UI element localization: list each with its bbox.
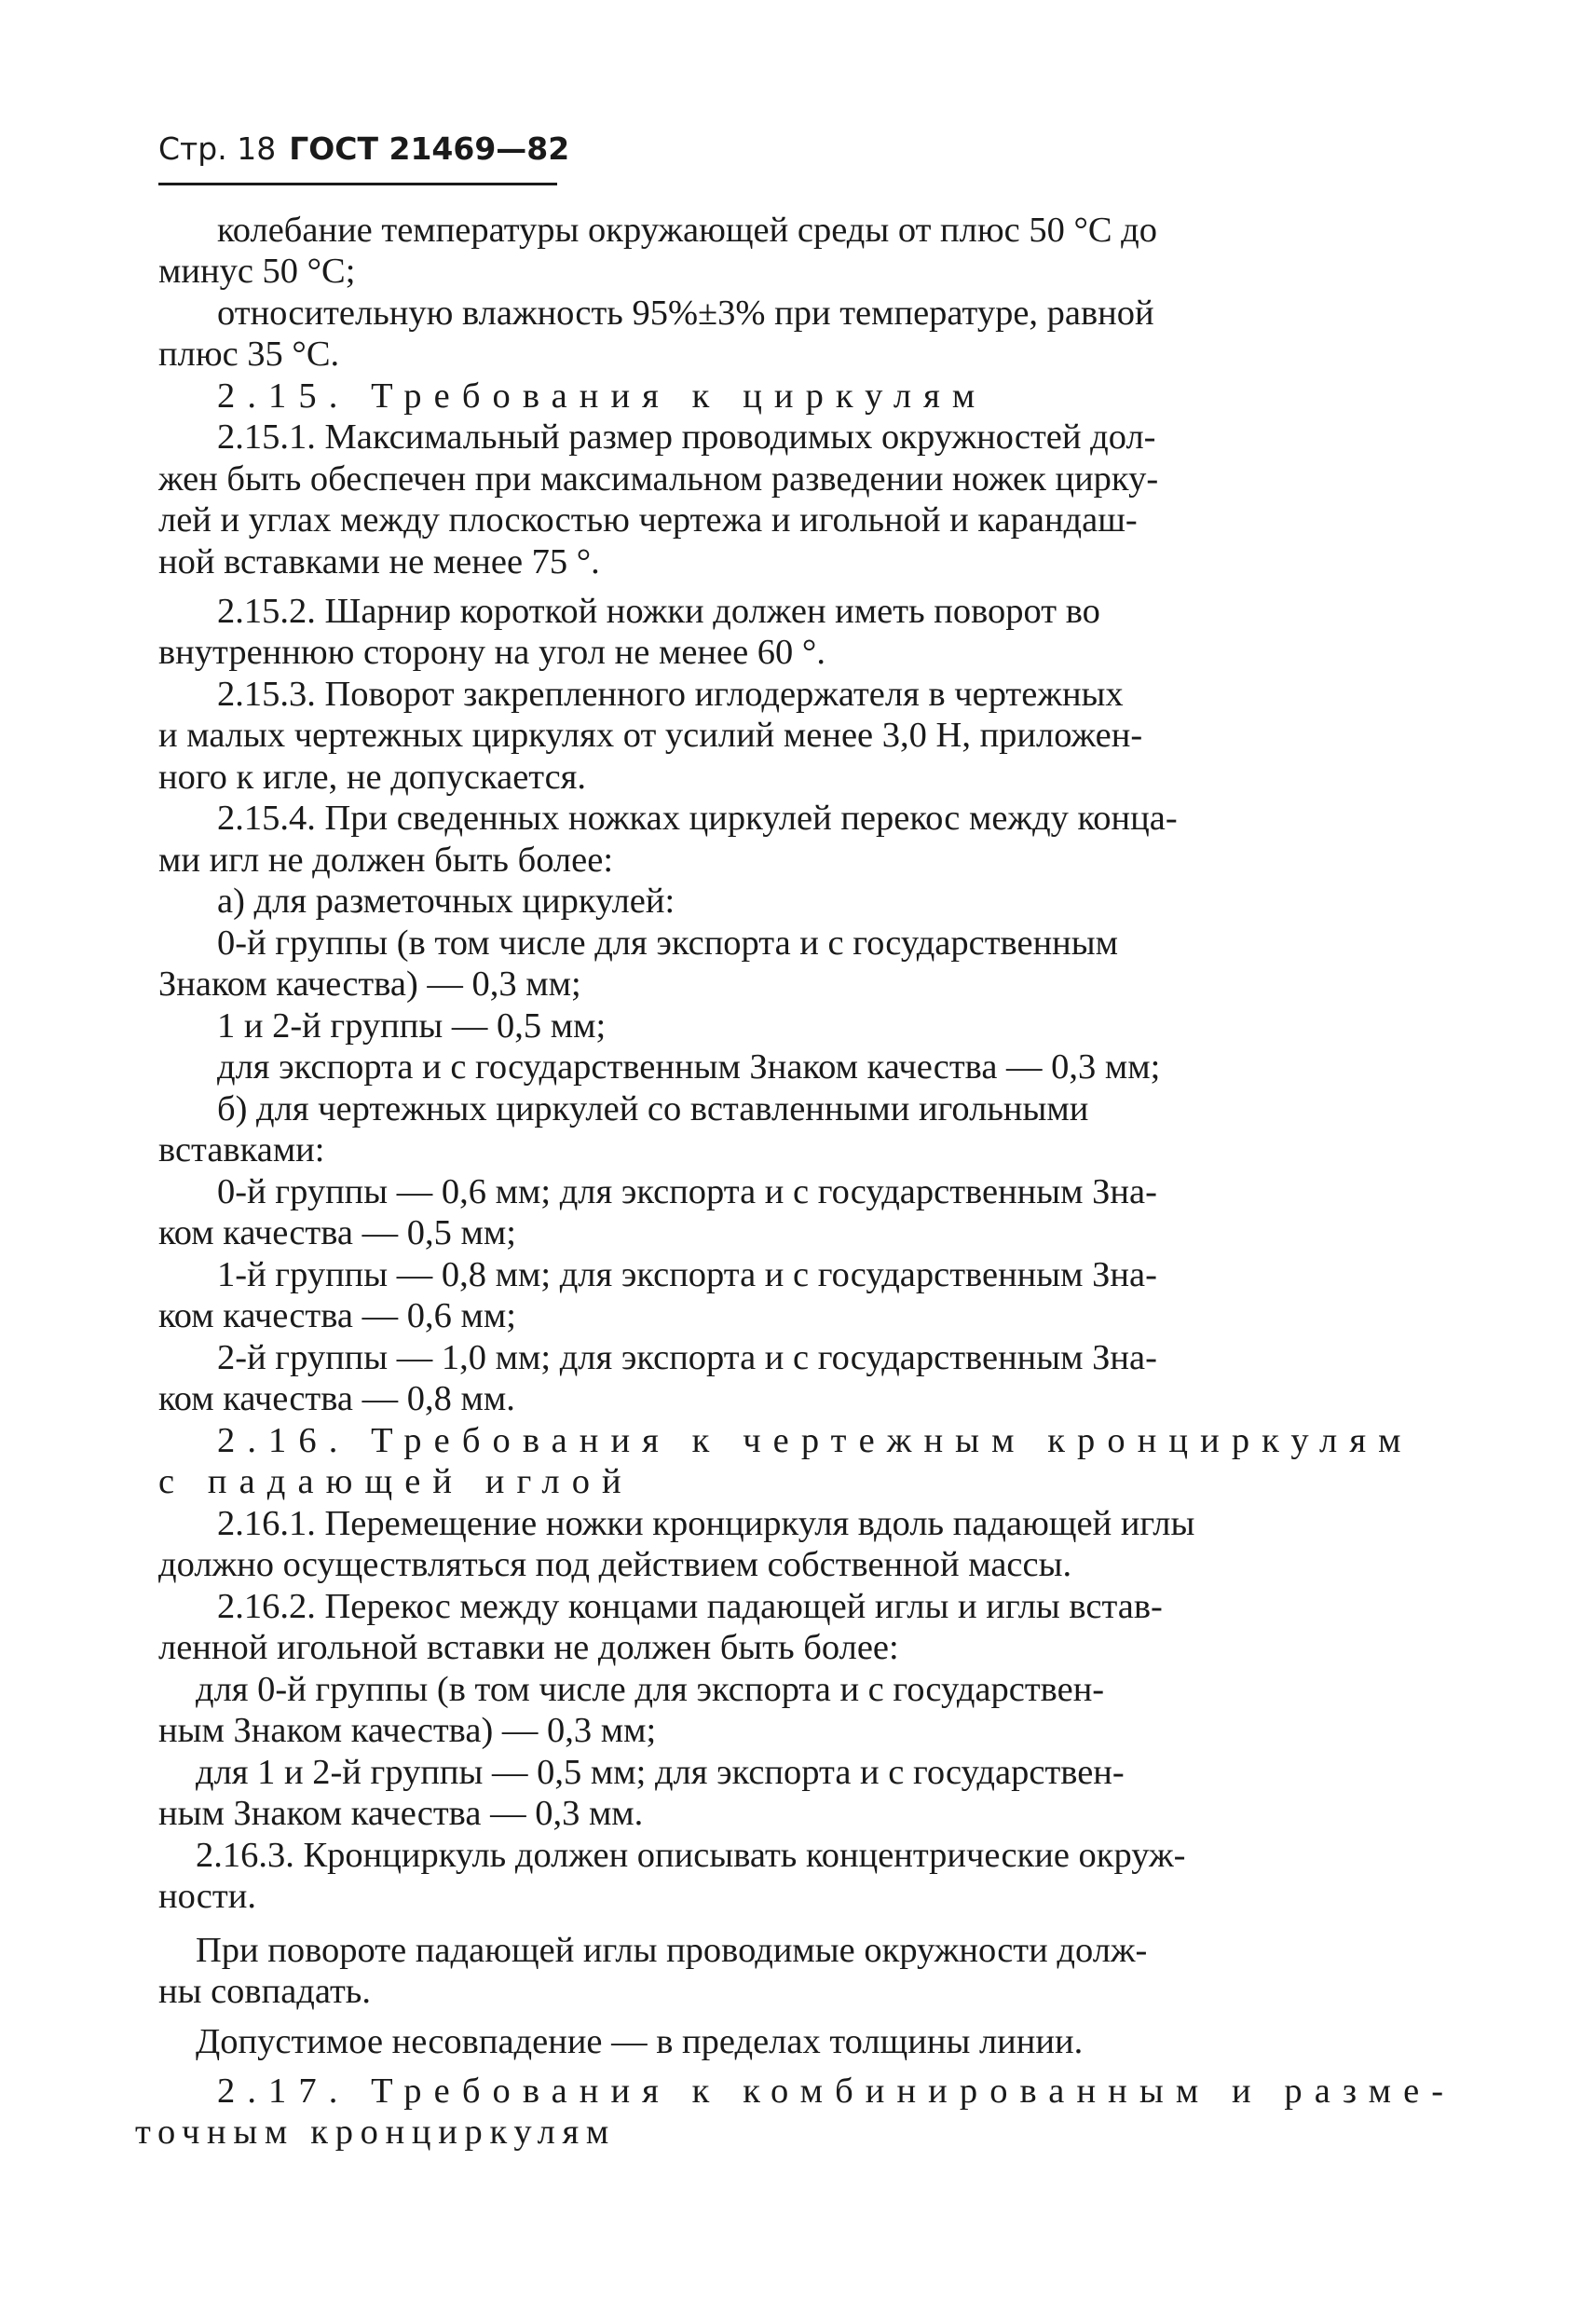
text-line: лей и углах между плоскостью чертежа и игольной и карандаш- bbox=[158, 500, 1138, 540]
section-heading: точным кронциркулям bbox=[135, 2113, 616, 2152]
text-line: и малых чертежных циркулях от усилий менее 3,0 Н, приложен- bbox=[158, 716, 1143, 755]
text-line: б) для чертежных циркулей со вставленными игольными bbox=[217, 1089, 1089, 1128]
text-line: При повороте падающей иглы проводимые окружности долж- bbox=[196, 1931, 1148, 1970]
text-line: ком качества — 0,5 мм; bbox=[158, 1213, 516, 1252]
text-line: 1-й группы — 0,8 мм; для экспорта и с государственным Зна- bbox=[217, 1255, 1157, 1294]
text-line: для экспорта и с государственным Знаком качества — 0,3 мм; bbox=[217, 1047, 1161, 1087]
section-heading: 2.16. Требования к чертежным кронциркулям bbox=[217, 1421, 1413, 1460]
text-line: 2-й группы — 1,0 мм; для экспорта и с государственным Зна- bbox=[217, 1338, 1157, 1377]
text-line: 1 и 2-й группы — 0,5 мм; bbox=[217, 1006, 607, 1046]
text-line: минус 50 °С; bbox=[158, 252, 356, 291]
text-line: для 0-й группы (в том числе для экспорта и с государствен- bbox=[196, 1670, 1105, 1709]
text-line: ным Знаком качества — 0,3 мм. bbox=[158, 1794, 644, 1833]
text-line: ком качества — 0,6 мм; bbox=[158, 1296, 516, 1335]
text-line: относительную влажность 95%±3% при температуре, равной bbox=[217, 294, 1154, 333]
text-line: Допустимое несовпадение — в пределах толщины линии. bbox=[196, 2022, 1084, 2061]
text-line: внутреннюю сторону на угол не менее 60 °. bbox=[158, 633, 825, 672]
section-heading: 2.17. Требования к комбинированным и разме- bbox=[217, 2072, 1456, 2111]
text-line: 2.15.3. Поворот закрепленного иглодержателя в чертежных bbox=[217, 675, 1124, 714]
text-line: колебание температуры окружающей среды от плюс 50 °С до bbox=[217, 211, 1158, 250]
text-line: 2.15.1. Максимальный размер проводимых окружностей дол- bbox=[217, 417, 1156, 457]
section-heading: с падающей иглой bbox=[158, 1462, 634, 1501]
page-header bbox=[158, 130, 569, 167]
text-line: 2.16.3. Кронциркуль должен описывать концентрические окруж- bbox=[196, 1836, 1186, 1875]
text-line: ми игл не должен быть более: bbox=[158, 841, 614, 880]
text-line: плюс 35 °С. bbox=[158, 335, 340, 374]
text-line: ного к игле, не допускается. bbox=[158, 758, 586, 797]
section-heading: 2.15. Требования к циркулям bbox=[217, 376, 988, 416]
text-line: должно осуществляться под действием собственной массы. bbox=[158, 1545, 1072, 1584]
text-line: ности. bbox=[158, 1877, 256, 1916]
text-line: 2.16.1. Перемещение ножки кронциркуля вдоль падающей иглы bbox=[217, 1504, 1195, 1543]
text-line: вставками: bbox=[158, 1130, 325, 1169]
standard-code: ГОСТ 21469—82 bbox=[289, 130, 570, 167]
text-line: Знаком качества) — 0,3 мм; bbox=[158, 964, 581, 1004]
text-line: 2.15.4. При сведенных ножках циркулей перекос между конца- bbox=[217, 799, 1178, 838]
text-line: ным Знаком качества) — 0,3 мм; bbox=[158, 1711, 657, 1750]
text-line: ной вставками не менее 75 °. bbox=[158, 542, 600, 581]
text-line: 0-й группы (в том числе для экспорта и с государственным bbox=[217, 923, 1119, 963]
header-rule bbox=[158, 183, 557, 185]
text-line: 2.16.2. Перекос между концами падающей иглы и иглы встав- bbox=[217, 1587, 1163, 1626]
text-line: жен быть обеспечен при максимальном разведении ножек цирку- bbox=[158, 459, 1159, 499]
text-line: ленной игольной вставки не должен быть более: bbox=[158, 1628, 899, 1667]
text-line: 0-й группы — 0,6 мм; для экспорта и с государственным Зна- bbox=[217, 1172, 1157, 1211]
text-line: ком качества — 0,8 мм. bbox=[158, 1379, 515, 1418]
text-line: для 1 и 2-й группы — 0,5 мм; для экспорта и с государствен- bbox=[196, 1753, 1125, 1792]
text-line: ны совпадать. bbox=[158, 1972, 371, 2011]
page-number: Стр. 18 bbox=[158, 130, 277, 167]
text-line: а) для разметочных циркулей: bbox=[217, 882, 675, 921]
text-line: 2.15.2. Шарнир короткой ножки должен иметь поворот во bbox=[217, 592, 1100, 631]
